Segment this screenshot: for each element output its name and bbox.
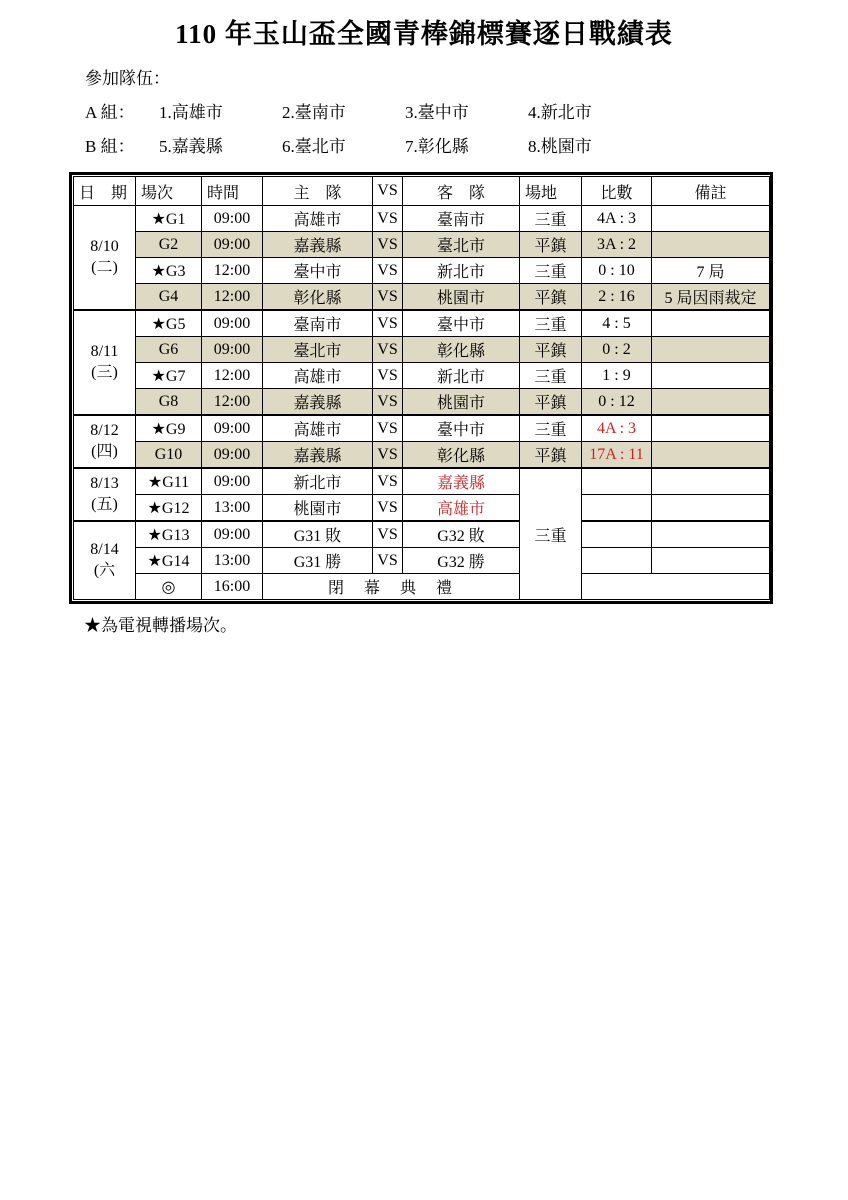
note-cell: 5 局因雨裁定	[652, 284, 770, 311]
date-text: 8/10	[90, 237, 119, 255]
table-row	[74, 574, 770, 600]
time-cell: 13:00	[202, 548, 263, 574]
score-cell: 0 : 2	[582, 337, 652, 363]
home-team-cell: 彰化縣	[263, 284, 373, 311]
vs-cell: VS	[373, 363, 403, 389]
game-cell: ★G3	[136, 258, 202, 284]
home-team-cell: G31 敗	[263, 521, 373, 548]
vs-cell: VS	[373, 548, 403, 574]
home-team-cell: 嘉義縣	[263, 232, 373, 258]
venue-cell: 三重	[520, 415, 582, 442]
away-team-cell: G32 敗	[403, 521, 520, 548]
group-b-row	[85, 132, 848, 157]
venue-cell: 三重	[520, 310, 582, 337]
participants-heading: 參加隊伍：	[85, 69, 170, 88]
venue-cell: 平鎮	[520, 337, 582, 363]
table-row	[74, 521, 770, 548]
time-cell: 09:00	[202, 337, 263, 363]
venue-cell: 三重	[520, 363, 582, 389]
score-cell	[582, 521, 652, 548]
note-cell	[652, 232, 770, 258]
score-cell: 2 : 16	[582, 284, 652, 311]
score-cell: 4 : 5	[582, 310, 652, 337]
time-cell: 09:00	[202, 442, 263, 469]
weekday-text: (六	[93, 561, 116, 579]
away-team-cell: 臺北市	[403, 232, 520, 258]
note-cell	[652, 468, 770, 495]
score-cell	[582, 548, 652, 574]
score-cell: 3A : 2	[582, 232, 652, 258]
table-row	[74, 337, 770, 363]
venue-cell: 平鎮	[520, 389, 582, 416]
col-header-note: 備註	[652, 177, 770, 206]
game-cell: G2	[136, 232, 202, 258]
game-cell: G8	[136, 389, 202, 416]
table-row	[74, 232, 770, 258]
note-cell	[652, 495, 770, 522]
col-header-time: 時間	[202, 177, 263, 206]
col-header-venue: 場地	[520, 177, 582, 206]
away-team-cell: G32 勝	[403, 548, 520, 574]
weekday-text: (五)	[91, 495, 118, 513]
game-cell: ★G1	[136, 206, 202, 232]
weekday-text: (二)	[91, 258, 118, 276]
col-header-score: 比數	[582, 177, 652, 206]
date-text: 8/13	[90, 474, 119, 492]
away-team-cell: 臺中市	[403, 415, 520, 442]
game-cell: ◎	[136, 574, 202, 600]
note-cell	[652, 521, 770, 548]
vs-cell: VS	[373, 495, 403, 522]
home-team-cell: 高雄市	[263, 363, 373, 389]
time-cell: 12:00	[202, 284, 263, 311]
game-cell: ★G11	[136, 468, 202, 495]
home-team-cell: 新北市	[263, 468, 373, 495]
vs-cell: VS	[373, 415, 403, 442]
game-cell: ★G9	[136, 415, 202, 442]
score-cell: 0 : 12	[582, 389, 652, 416]
time-cell: 09:00	[202, 232, 263, 258]
col-header-away: 客 隊	[403, 177, 520, 206]
table-row	[74, 310, 770, 337]
team-item: 1.高雄市	[159, 103, 223, 122]
team-item: 2.臺南市	[282, 103, 346, 122]
home-team-cell: 臺南市	[263, 310, 373, 337]
date-cell	[74, 521, 136, 600]
time-cell: 13:00	[202, 495, 263, 522]
vs-cell: VS	[373, 310, 403, 337]
table-row	[74, 468, 770, 495]
note-cell	[652, 442, 770, 469]
schedule-table-frame	[69, 172, 773, 604]
note-cell	[652, 337, 770, 363]
game-cell: ★G12	[136, 495, 202, 522]
group-b-label: B 組：	[85, 137, 135, 156]
tv-broadcast-footnote: ★為電視轉播場次。	[84, 616, 237, 635]
table-row	[74, 206, 770, 232]
time-cell: 09:00	[202, 468, 263, 495]
team-item: 5.嘉義縣	[159, 137, 223, 156]
weekday-text: (四)	[91, 442, 118, 460]
score-note-cell	[582, 574, 770, 600]
time-cell: 12:00	[202, 389, 263, 416]
time-cell: 09:00	[202, 310, 263, 337]
weekday-text: (三)	[91, 363, 118, 381]
home-team-cell: 嘉義縣	[263, 442, 373, 469]
participants-section	[85, 64, 848, 157]
col-header-game: 場次	[136, 177, 202, 206]
group-a-row	[85, 98, 848, 123]
home-team-cell: 高雄市	[263, 206, 373, 232]
team-item: 7.彰化縣	[405, 137, 469, 156]
home-team-cell: 高雄市	[263, 415, 373, 442]
away-team-cell: 桃園市	[403, 389, 520, 416]
note-cell	[652, 310, 770, 337]
vs-cell: VS	[373, 468, 403, 495]
table-row	[74, 258, 770, 284]
date-text: 8/11	[90, 342, 119, 360]
time-cell: 16:00	[202, 574, 263, 600]
table-row	[74, 284, 770, 311]
away-team-cell: 彰化縣	[403, 337, 520, 363]
away-team-cell: 彰化縣	[403, 442, 520, 469]
score-cell	[582, 495, 652, 522]
table-row	[74, 548, 770, 574]
home-team-cell: 臺中市	[263, 258, 373, 284]
note-cell	[652, 206, 770, 232]
ceremony-cell: 閉 幕 典 禮	[263, 574, 520, 600]
team-item: 6.臺北市	[282, 137, 346, 156]
away-team-cell: 嘉義縣	[403, 468, 520, 495]
col-header-vs: VS	[373, 177, 403, 206]
col-header-date: 日 期	[74, 177, 136, 206]
vs-cell: VS	[373, 258, 403, 284]
date-cell	[74, 415, 136, 468]
game-cell: G10	[136, 442, 202, 469]
venue-cell: 平鎮	[520, 232, 582, 258]
date-cell	[74, 206, 136, 311]
vs-cell: VS	[373, 206, 403, 232]
note-cell	[652, 363, 770, 389]
note-cell: 7 局	[652, 258, 770, 284]
game-cell: ★G7	[136, 363, 202, 389]
time-cell: 09:00	[202, 415, 263, 442]
score-cell: 1 : 9	[582, 363, 652, 389]
game-cell: ★G13	[136, 521, 202, 548]
vs-cell: VS	[373, 284, 403, 311]
note-cell	[652, 415, 770, 442]
score-cell: 4A : 3	[582, 206, 652, 232]
table-row	[74, 442, 770, 469]
vs-cell: VS	[373, 232, 403, 258]
time-cell: 12:00	[202, 258, 263, 284]
group-a-label: A 組：	[85, 103, 135, 122]
note-cell	[652, 389, 770, 416]
note-cell	[652, 548, 770, 574]
venue-cell: 三重	[520, 468, 582, 600]
home-team-cell: 桃園市	[263, 495, 373, 522]
score-cell: 17A : 11	[582, 442, 652, 469]
venue-cell: 三重	[520, 206, 582, 232]
schedule-table	[73, 176, 770, 600]
venue-cell: 平鎮	[520, 442, 582, 469]
venue-cell: 三重	[520, 258, 582, 284]
date-cell	[74, 468, 136, 521]
time-cell: 09:00	[202, 521, 263, 548]
home-team-cell: G31 勝	[263, 548, 373, 574]
away-team-cell: 臺中市	[403, 310, 520, 337]
table-row	[74, 363, 770, 389]
team-item: 4.新北市	[528, 103, 592, 122]
away-team-cell: 臺南市	[403, 206, 520, 232]
team-item: 3.臺中市	[405, 103, 469, 122]
vs-cell: VS	[373, 337, 403, 363]
score-cell: 0 : 10	[582, 258, 652, 284]
away-team-cell: 高雄市	[403, 495, 520, 522]
table-row	[74, 415, 770, 442]
game-cell: G6	[136, 337, 202, 363]
game-cell: G4	[136, 284, 202, 311]
away-team-cell: 新北市	[403, 258, 520, 284]
table-row	[74, 389, 770, 416]
date-text: 8/14	[90, 540, 119, 558]
vs-cell: VS	[373, 442, 403, 469]
vs-cell: VS	[373, 521, 403, 548]
date-text: 8/12	[90, 421, 119, 439]
away-team-cell: 新北市	[403, 363, 520, 389]
vs-cell: VS	[373, 389, 403, 416]
header-row	[74, 177, 770, 206]
score-cell	[582, 468, 652, 495]
time-cell: 09:00	[202, 206, 263, 232]
page-title: 110 年玉山盃全國青棒錦標賽逐日戰績表	[175, 19, 673, 49]
table-row	[74, 495, 770, 522]
away-team-cell: 桃園市	[403, 284, 520, 311]
home-team-cell: 臺北市	[263, 337, 373, 363]
date-cell	[74, 310, 136, 415]
game-cell: ★G5	[136, 310, 202, 337]
game-cell: ★G14	[136, 548, 202, 574]
score-cell: 4A : 3	[582, 415, 652, 442]
time-cell: 12:00	[202, 363, 263, 389]
venue-cell: 平鎮	[520, 284, 582, 311]
col-header-home: 主 隊	[263, 177, 373, 206]
team-item: 8.桃園市	[528, 137, 592, 156]
home-team-cell: 嘉義縣	[263, 389, 373, 416]
